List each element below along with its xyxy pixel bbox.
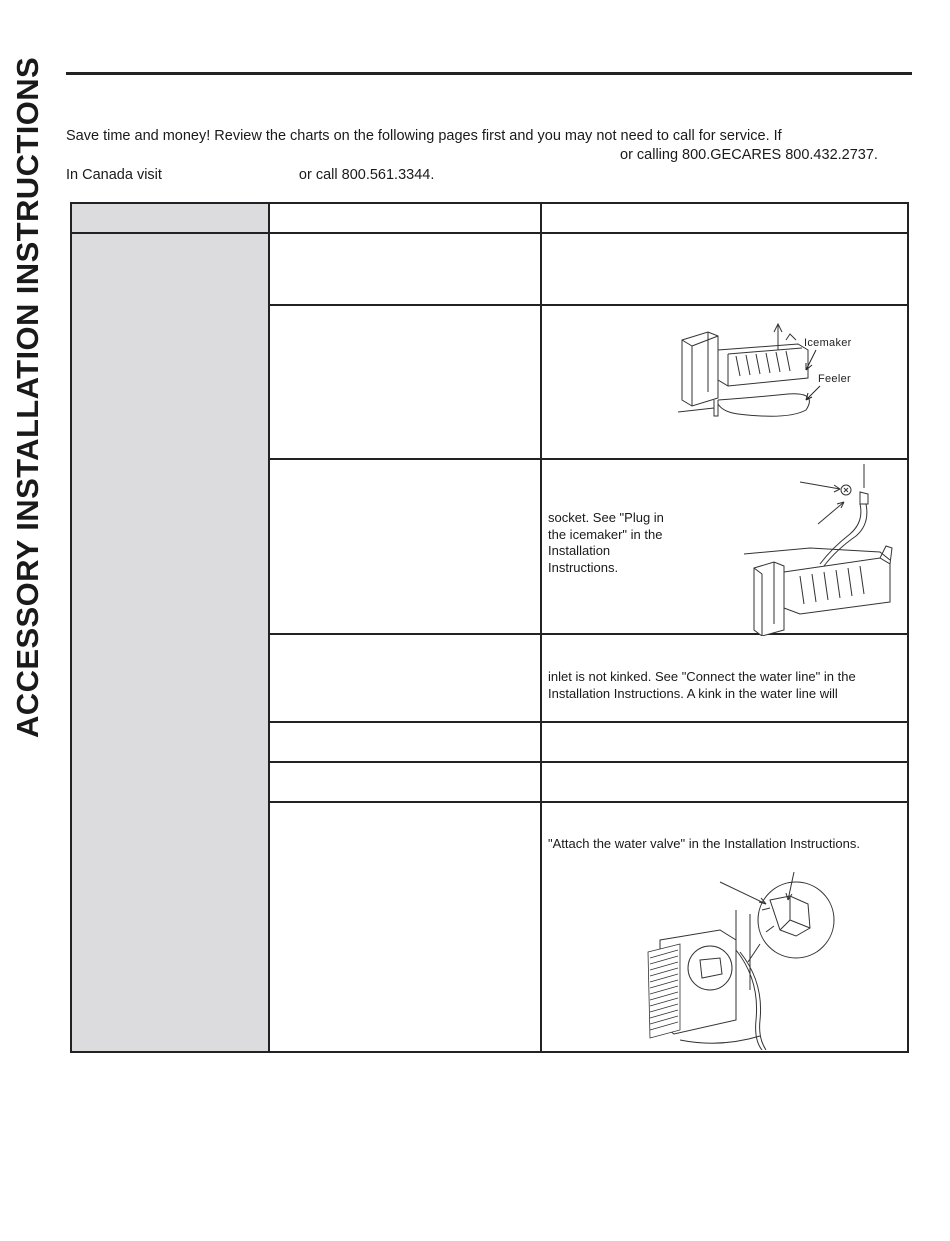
row-divider <box>268 761 909 763</box>
intro-line-2: or calling 800.GECARES 800.432.2737. <box>620 147 878 163</box>
troubleshooting-table <box>70 202 909 1053</box>
table-border-left <box>70 202 72 1053</box>
solution-text-row-7: "Attach the water valve" in the Installation Instructions. <box>548 836 860 851</box>
table-border-bottom <box>70 1051 909 1053</box>
intro-canada-visit: In Canada visit <box>66 167 162 183</box>
column-divider-2 <box>540 202 542 1053</box>
header-problem-cell <box>71 203 269 232</box>
icemaker-feeler-diagram <box>678 320 878 428</box>
icemaker-label: Icemaker <box>804 337 852 349</box>
header-divider <box>70 232 909 234</box>
table-border-top <box>70 202 909 204</box>
row-divider <box>268 801 909 803</box>
water-valve-diagram <box>640 870 840 1050</box>
solution-text-row-3: socket. See "Plug in the icemaker" in the Installation Instructions. <box>548 510 664 575</box>
solution-text-row-4: inlet is not kinked. See "Connect the water line" in the Installation Instructions. A kink in the water line will <box>548 669 856 701</box>
row-divider <box>268 304 909 306</box>
intro-canada-phone: or call 800.561.3344. <box>298 167 435 183</box>
problem-cell <box>71 234 269 1052</box>
intro-line-3 <box>66 166 434 184</box>
intro-line-1: Save time and money! Review the charts on the following pages first and you may not need to call for service. If <box>66 128 782 144</box>
table-border-right <box>907 202 909 1053</box>
column-divider-1 <box>268 202 270 1053</box>
side-title <box>8 38 48 738</box>
icemaker-plug-diagram <box>740 464 900 636</box>
side-title-text: ACCESSORY INSTALLATION INSTRUCTIONS <box>10 56 45 738</box>
row-divider <box>268 458 909 460</box>
feeler-label: Feeler <box>818 373 851 385</box>
row-divider <box>268 721 909 723</box>
header-rule <box>66 72 912 75</box>
